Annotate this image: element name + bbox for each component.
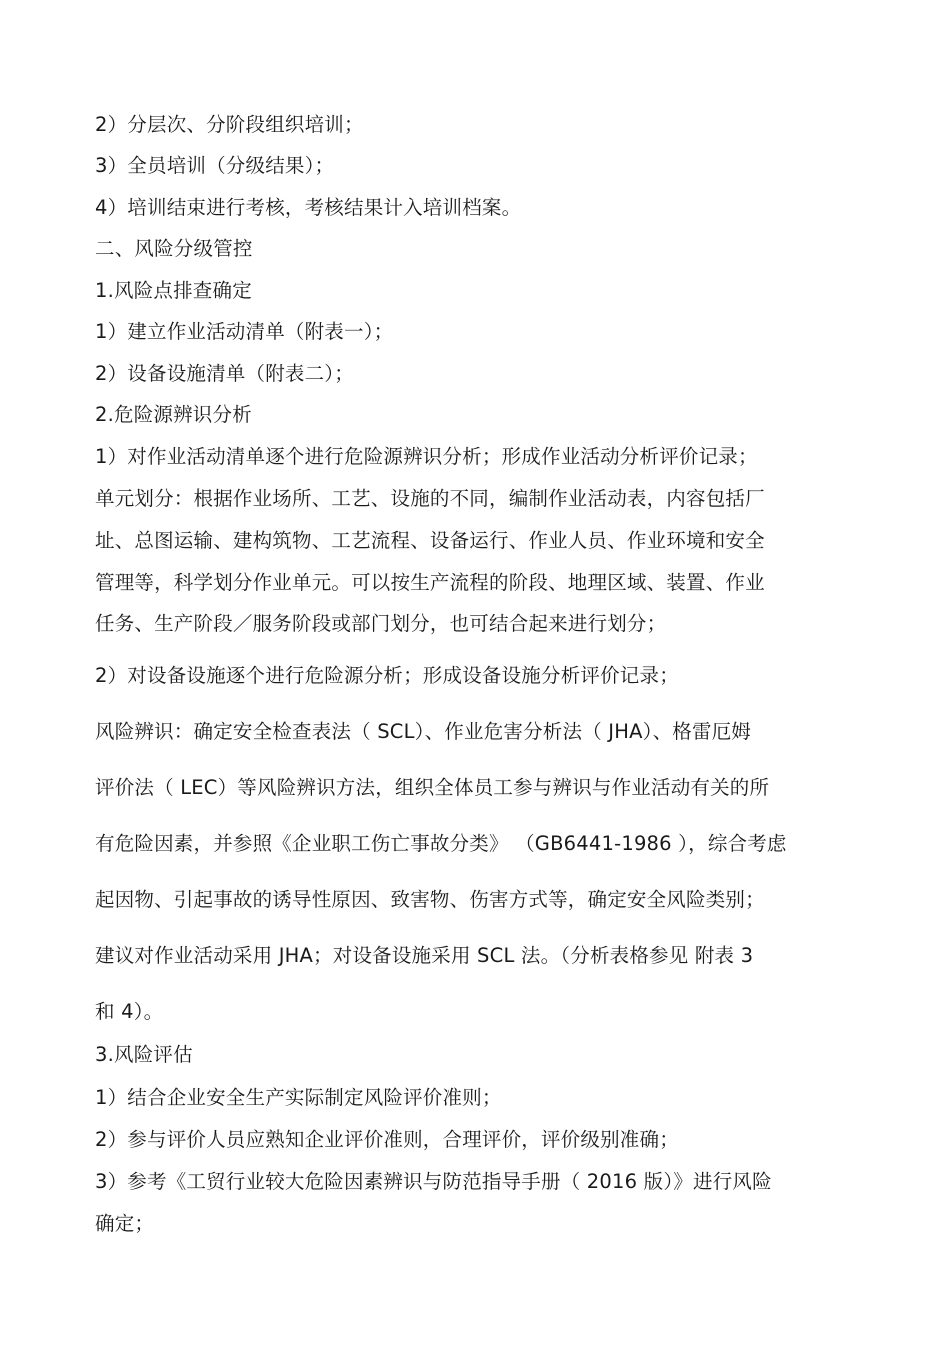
text-line: 和 4）。 xyxy=(95,1000,164,1023)
text-line: 评价法（ LEC）等风险辨识方法，组织全体员工参与辨识与作业活动有关的所 xyxy=(95,776,770,799)
text-line: 建议对作业活动采用 JHA；对设备设施采用 SCL 法。（分析表格参见 附表 3 xyxy=(95,944,754,967)
text-line: 风险辨识：确定安全检查表法（ SCL）、作业危害分析法（ JHA）、格雷厄姆 xyxy=(95,720,752,743)
text-line: 3）参考《工贸行业较大危险因素辨识与防范指导手册（ 2016 版）》进行风险 xyxy=(95,1170,772,1193)
text-line: 有危险因素，并参照《企业职工伤亡事故分类》 （GB6441-1986 ），综合考虑 xyxy=(95,832,787,855)
text-line: 1）对作业活动清单逐个进行危险源辨识分析；形成作业活动分析评价记录； xyxy=(95,445,758,468)
subsection-heading: 3.风险评估 xyxy=(95,1043,193,1066)
text-line: 4）培训结束进行考核，考核结果计入培训档案。 xyxy=(95,196,522,219)
text-line: 址、总图运输、建构筑物、工艺流程、设备运行、作业人员、作业环境和安全 xyxy=(95,529,765,552)
text-line: 2）设备设施清单（附表二）； xyxy=(95,362,354,385)
text-line: 3）全员培训（分级结果）； xyxy=(95,154,335,177)
subsection-heading: 1.风险点排查确定 xyxy=(95,279,252,302)
text-line: 1）建立作业活动清单（附表一）； xyxy=(95,320,394,343)
text-line: 2）对设备设施逐个进行危险源分析；形成设备设施分析评价记录； xyxy=(95,664,679,687)
text-line: 任务、生产阶段／服务阶段或部门划分，也可结合起来进行划分； xyxy=(95,612,667,635)
text-line: 确定； xyxy=(95,1212,155,1235)
text-line: 2）分层次、分阶段组织培训； xyxy=(95,113,364,136)
subsection-heading: 2.危险源辨识分析 xyxy=(95,403,252,426)
text-line: 管理等，科学划分作业单元。可以按生产流程的阶段、地理区域、装置、作业 xyxy=(95,571,765,594)
text-line: 起因物、引起事故的诱导性原因、致害物、伤害方式等，确定安全风险类别； xyxy=(95,888,765,911)
text-line: 1）结合企业安全生产实际制定风险评价准则； xyxy=(95,1086,502,1109)
text-line: 单元划分：根据作业场所、工艺、设施的不同，编制作业活动表，内容包括厂 xyxy=(95,487,765,510)
section-heading: 二、风险分级管控 xyxy=(95,237,253,260)
text-line: 2）参与评价人员应熟知企业评价准则，合理评价，评价级别准确； xyxy=(95,1128,679,1151)
